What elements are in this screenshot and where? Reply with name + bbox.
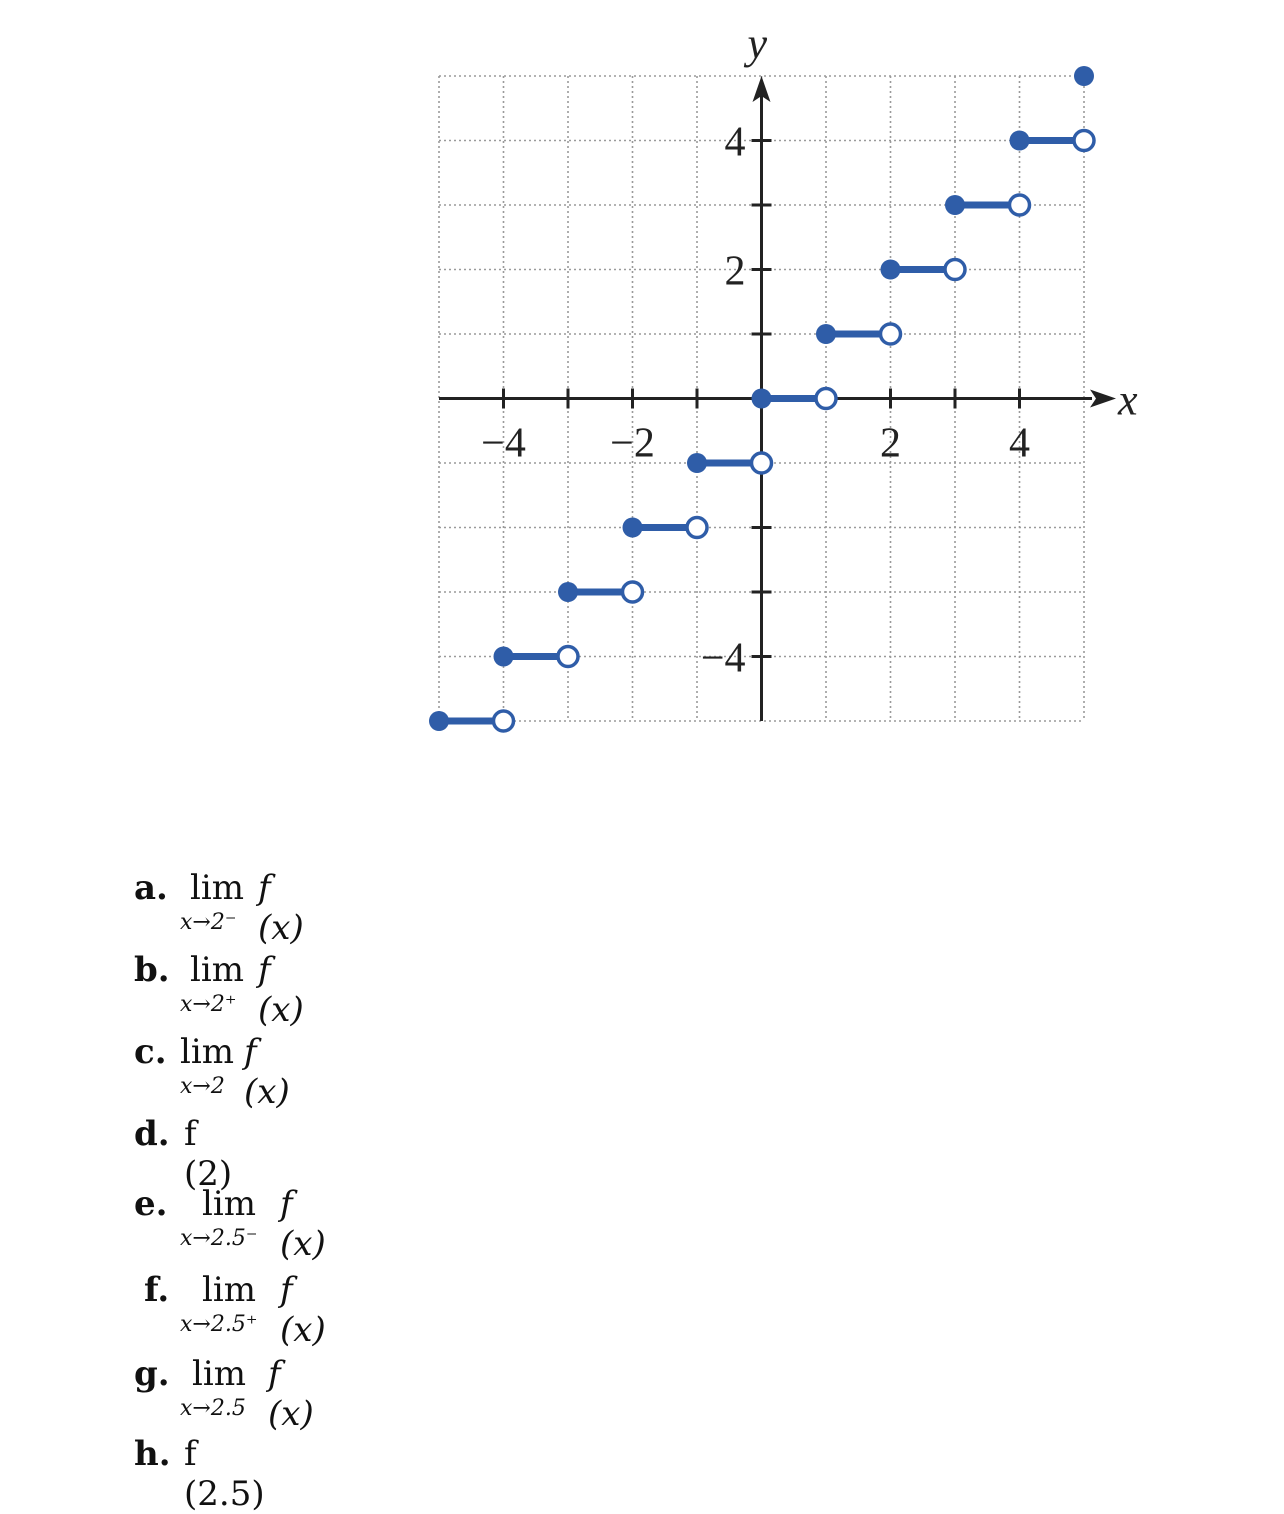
closed-endpoint (945, 195, 965, 215)
open-endpoint (816, 389, 836, 409)
y-axis-label: y (747, 19, 768, 68)
lim-operator: lim (192, 1354, 246, 1394)
open-endpoint (945, 260, 965, 280)
open-endpoint (1010, 195, 1030, 215)
closed-endpoint (429, 711, 449, 731)
question-label: f. (144, 1270, 170, 1310)
function-expression: f (x) (244, 1032, 290, 1112)
question-label: h. (134, 1434, 171, 1474)
question-label: e. (134, 1184, 168, 1224)
y-tick-label: 2 (724, 248, 746, 295)
question-label: b. (134, 950, 170, 990)
closed-endpoint (623, 518, 643, 538)
closed-endpoint (816, 324, 836, 344)
open-endpoint (494, 711, 514, 731)
limit-approach: x→2⁺ (180, 992, 237, 1017)
x-tick-label: 2 (880, 420, 901, 467)
open-endpoint (687, 518, 707, 538)
open-endpoint (881, 324, 901, 344)
isolated-point (1074, 66, 1094, 86)
y-tick-label: 4 (724, 119, 746, 166)
x-axis-label: x (1118, 375, 1138, 425)
axes (439, 19, 1138, 721)
limit-approach: x→2.5⁻ (180, 1226, 258, 1251)
question-label: d. (134, 1114, 170, 1154)
limit-approach: x→2⁻ (180, 910, 237, 935)
closed-endpoint (1010, 131, 1030, 151)
limit-approach: x→2.5 (180, 1396, 246, 1421)
lim-operator: lim (180, 1032, 234, 1072)
function-expression: f (x) (268, 1354, 314, 1434)
x-tick-label: −4 (481, 420, 526, 467)
question-label: c. (134, 1032, 167, 1072)
x-tick-label: 4 (1009, 420, 1030, 467)
closed-endpoint (687, 453, 707, 473)
lim-operator: lim (202, 1270, 256, 1310)
lim-operator: lim (202, 1184, 256, 1224)
open-endpoint (1074, 131, 1094, 151)
function-expression: f (x) (258, 950, 304, 1030)
question-label: a. (134, 868, 168, 908)
function-value: f (2) (184, 1114, 233, 1194)
limit-approach: x→2.5⁺ (180, 1312, 258, 1337)
function-value: f (2.5) (184, 1434, 265, 1514)
closed-endpoint (558, 582, 578, 602)
lim-operator: lim (190, 868, 244, 908)
question-label: g. (134, 1354, 170, 1394)
limit-approach: x→2 (180, 1074, 225, 1099)
open-endpoint (558, 647, 578, 667)
open-endpoint (623, 582, 643, 602)
x-axis-arrow (1090, 390, 1116, 408)
function-expression: f (x) (280, 1184, 326, 1264)
closed-endpoint (881, 260, 901, 280)
x-tick-label: −2 (610, 420, 655, 467)
closed-endpoint (494, 647, 514, 667)
function-expression: f (x) (280, 1270, 326, 1350)
y-tick-label: −4 (700, 635, 746, 682)
closed-endpoint (752, 389, 772, 409)
lim-operator: lim (190, 950, 244, 990)
open-endpoint (752, 453, 772, 473)
function-expression: f (x) (258, 868, 304, 948)
